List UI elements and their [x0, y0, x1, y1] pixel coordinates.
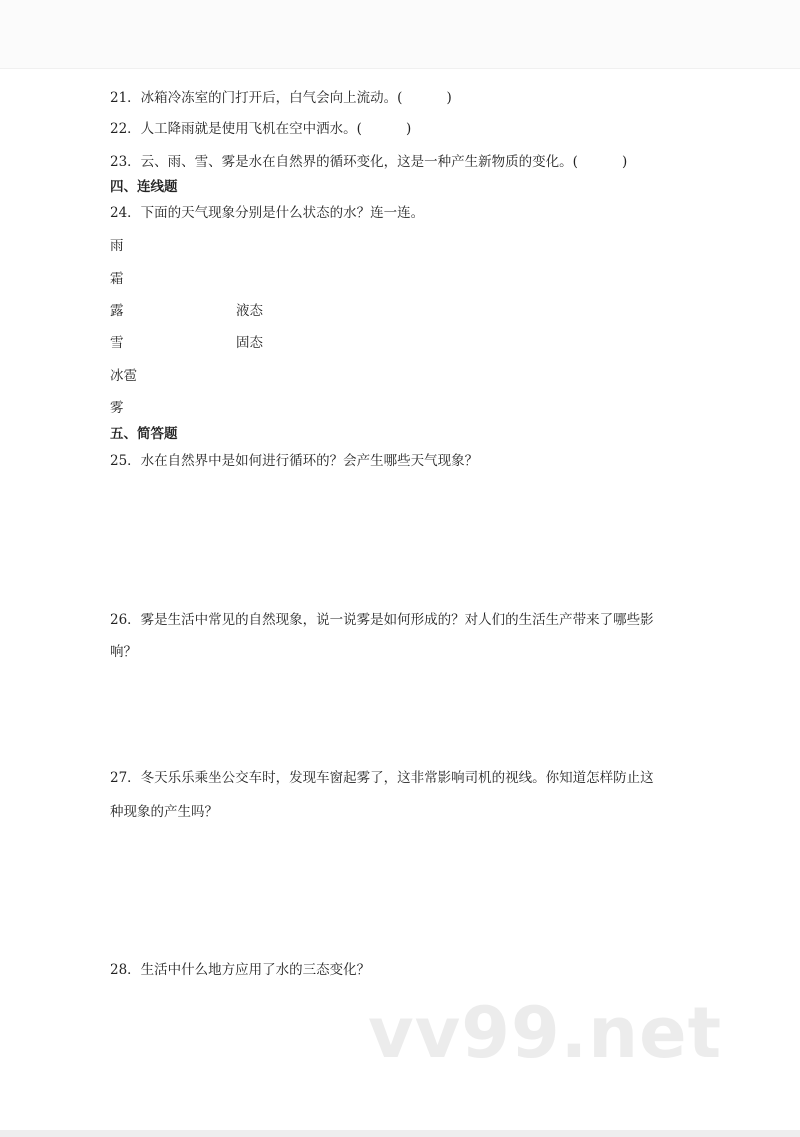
question-25: 25．水在自然界中是如何进行循环的？会产生哪些天气现象？ [110, 453, 479, 469]
question-26-line2: 响？ [110, 644, 137, 660]
question-22 [110, 120, 411, 138]
question-27-line2: 种现象的产生吗？ [110, 804, 218, 820]
section-heading-matching: 四、连线题 [110, 179, 178, 195]
question-text: 21．冰箱冷冻室的门打开后，白气会向上流动。( [110, 90, 403, 106]
question-27-line1: 27．冬天乐乐乘坐公交车时，发现车窗起雾了，这非常影响司机的视线。你知道怎样防止这 [110, 770, 654, 786]
question-text: 22．人工降雨就是使用飞机在空中洒水。( [110, 121, 362, 137]
question-24: 24．下面的天气现象分别是什么状态的水？连一连。 [110, 205, 425, 221]
weather-item: 雪 [110, 335, 124, 351]
weather-item: 雨 [110, 238, 124, 254]
question-26-line1: 26．雾是生活中常见的自然现象，说一说雾是如何形成的？对人们的生活生产带来了哪些影 [110, 612, 654, 628]
weather-item: 霜 [110, 271, 124, 287]
state-item: 液态 [236, 303, 263, 319]
weather-item: 冰雹 [110, 368, 137, 384]
weather-item: 雾 [110, 400, 124, 416]
question-28: 28．生活中什么地方应用了水的三态变化？ [110, 962, 371, 978]
page-bottom-edge [0, 1130, 800, 1137]
answer-bracket: ) [446, 90, 452, 106]
answer-bracket: ) [621, 154, 628, 170]
weather-item: 露 [110, 303, 124, 319]
answer-bracket: ) [405, 121, 412, 137]
section-heading-short-answer: 五、简答题 [110, 426, 178, 442]
question-23 [110, 153, 627, 171]
watermark: vv99.net [368, 992, 723, 1074]
state-item: 固态 [236, 335, 263, 351]
question-21 [110, 89, 452, 107]
page-top-margin [0, 0, 800, 69]
question-text: 23．云、雨、雪、雾是水在自然界的循环变化，这是一种产生新物质的变化。( [110, 154, 578, 170]
